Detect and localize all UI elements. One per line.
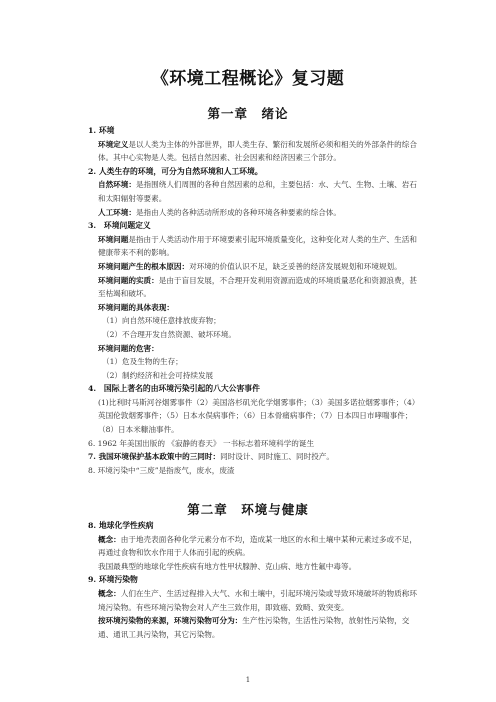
section-7-text	[88, 450, 418, 464]
term-label: 按环境污染物的来源，环境污染物可分为：	[98, 616, 243, 626]
list-item: （2）不合理开发自然资源、破坏环境。	[102, 329, 236, 339]
list-item: （1）向自然环境任意排放废弃物；	[102, 316, 221, 326]
paragraph-text: 同时设计、同时施工、同时投产。	[220, 452, 334, 462]
section-8-example: 我国最典型的地球化学性疾病有地方性甲状腺肿、克山病、地方性氟中毒等。	[98, 561, 357, 571]
section-2-text-2	[88, 206, 418, 220]
term-label: 概念：	[98, 588, 121, 598]
section-3-heading: 3. 环境问题定义	[88, 221, 151, 231]
section-8-definition	[88, 533, 418, 560]
term-label: 概念：	[98, 534, 121, 544]
term-label: 环境问题	[98, 234, 129, 244]
term-label: 自然环境：	[98, 180, 136, 190]
section-3-text-1	[88, 233, 418, 260]
chapter-2-body	[88, 519, 418, 641]
document-title: 《环境工程概论》复习题	[151, 69, 345, 89]
section-3-subheading-1: 环境问题的具体表现：	[98, 302, 174, 312]
section-8-heading: 8. 地球化学性疾病	[88, 521, 154, 530]
paragraph-text: 由于地壳表面各种化学元素分布不均，造成某一地区的水和土壤中某种元素过多或不足，再通过食物和饮水作用于人体而引起的疾病。	[98, 534, 417, 558]
section-3-text-3	[88, 274, 418, 301]
section-6-text: 6. 1962 年美国出版的 《寂静的春天》 一书标志着环境科学的诞生	[88, 438, 315, 448]
paragraph-text: 是指由人类的各种活动所形成的各种环境各种要素的综合体。	[135, 207, 341, 217]
paragraph-text: 生产性污染物，生活性污染物，放射性污染物，交通、通讯工具污染物，其它污染物。	[98, 616, 410, 639]
section-8-text: 8. 环境污染中“三废”是指废气，废水，废渣	[88, 465, 235, 475]
chapter-1-heading: 第一章 绪论	[207, 106, 289, 121]
term-label: 人工环境：	[98, 207, 136, 217]
section-4-text: (1)比利时马斯河谷烟雾事件（2）美国洛杉矶光化学烟雾事件；（3）美国多诺拉烟雾事件；（4）英国伦敦烟雾事件；（5）日本水俣病事件；（6）日本骨痛病事件；（7）日本四日市哮喘事件；（8）日本米糠油事件。	[98, 397, 416, 435]
paragraph-text: 是指由于人类活动作用于环境要素引起环境质量变化，这种变化对人类的生产、生活和健康带来不利的影响。	[98, 234, 417, 258]
list-item: （2）制约经济和社会可持续发展	[102, 370, 214, 380]
section-2-text-1	[88, 178, 418, 205]
term-label: 7. 我国环境保护基本政策中的三同时：	[88, 452, 221, 462]
term-label: 环境问题产生的根本原因：	[98, 261, 190, 271]
section-2-heading: 2. 人类生存的环境，可分为自然环境和人工环境。	[88, 166, 263, 176]
chapter-1-body	[88, 124, 418, 477]
section-9-definition	[88, 587, 418, 614]
section-9-classification	[88, 614, 418, 641]
paragraph-text: 对环境的价值认识不足，缺乏妥善的经济发展规划和环境规划。	[189, 261, 402, 271]
section-1-heading: 1. 环境	[88, 126, 115, 135]
term-label: 环境问题的实质：	[98, 275, 159, 285]
chapter-2-heading: 第二章 环境与健康	[187, 502, 309, 517]
paragraph-text: 是指围绕人们周围的各种自然因素的总和，主要包括：水、大气、生物、土壤、岩石和太阳辐射等要素。	[98, 180, 417, 203]
page-number: 1	[245, 676, 251, 684]
section-4-heading: 4. 国际上著名的由环境污染引起的八大公害事件	[88, 384, 260, 394]
section-9-heading: 9. 环境污染物	[88, 575, 138, 585]
term-label: 环境定义	[98, 139, 129, 149]
section-1-text	[88, 138, 418, 165]
paragraph-text: 人们在生产、生活过程排入大气、水和土壤中，引起环境污染或导致环境破坏的物质称环境污染物。有些环境污染物会对人产生三致作用，即致癌、致畸、致突变。	[98, 588, 417, 612]
list-item: （1）危及生物的生存；	[102, 357, 183, 367]
section-3-subheading-2: 环境问题的危害：	[98, 343, 159, 353]
paragraph-text: 是由于盲目发展，不合理开发利用资源而造成的环境质量恶化和资源浪费，甚至枯竭和破坏。	[98, 275, 417, 299]
section-3-text-2	[88, 260, 418, 274]
paragraph-text: 是以人类为主体的外部世界，即人类生存、繁衍和发展所必须和相关的外部条件的综合体。其中心实物是人类。包括自然因素、社会因素和经济因素三个部分。	[98, 139, 417, 163]
